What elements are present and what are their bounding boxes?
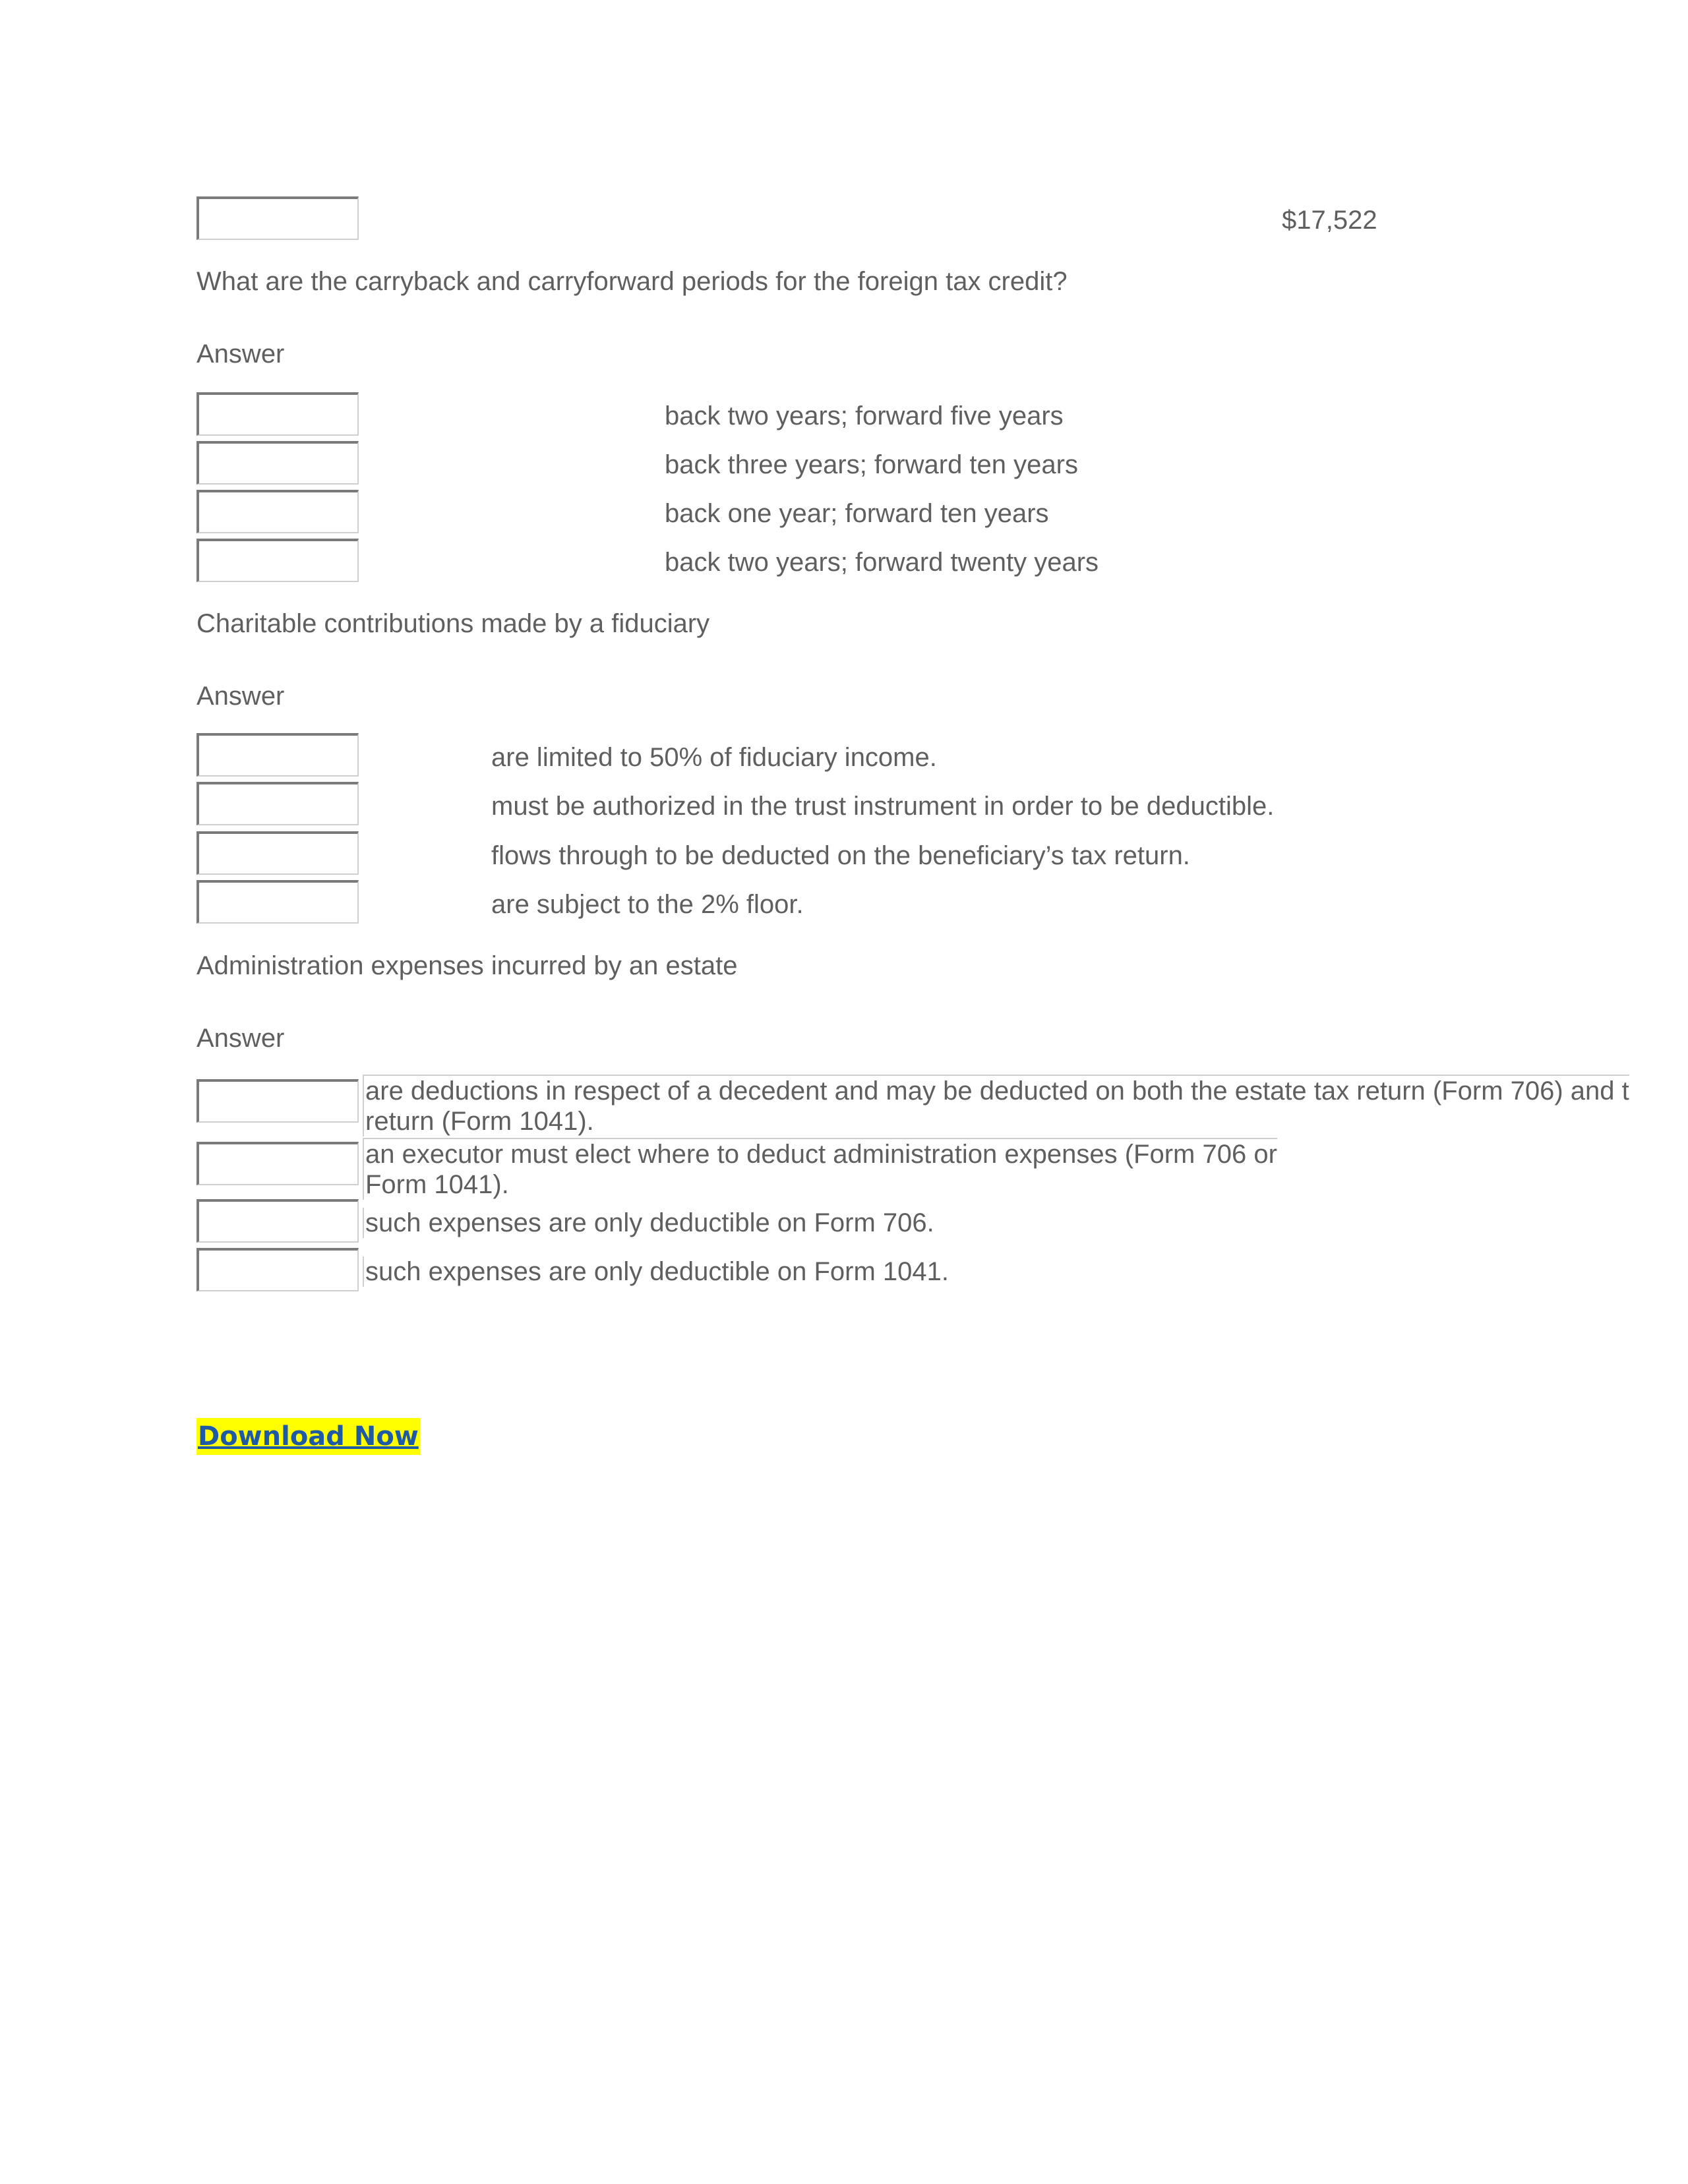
answer-option: back two years; forward five years xyxy=(665,401,1064,430)
answer-box[interactable] xyxy=(196,539,359,582)
answer-label: Answer xyxy=(196,1024,285,1053)
answer-box[interactable] xyxy=(196,441,359,485)
answer-box[interactable] xyxy=(196,392,359,436)
answer-box[interactable] xyxy=(196,1199,359,1243)
answer-box[interactable] xyxy=(196,490,359,533)
answer-box[interactable] xyxy=(196,1142,359,1185)
answer-box[interactable] xyxy=(196,733,359,777)
answer-option: such expenses are only deductible on Form 1041. xyxy=(363,1256,949,1287)
answer-option: back two years; forward twenty years xyxy=(665,548,1099,577)
question-prompt: Administration expenses incurred by an estate xyxy=(196,951,738,980)
answer-option: back three years; forward ten years xyxy=(665,450,1078,479)
answer-option: back one year; forward ten years xyxy=(665,499,1049,528)
answer-option: are limited to 50% of fiduciary income. xyxy=(491,743,937,772)
answer-label: Answer xyxy=(196,339,285,369)
answer-box[interactable] xyxy=(196,831,359,875)
answer-label: Answer xyxy=(196,682,285,711)
answer-box[interactable] xyxy=(196,1079,359,1123)
answer-box[interactable] xyxy=(196,1248,359,1291)
answer-box[interactable] xyxy=(196,196,359,240)
answer-option-line: return (Form 1041). xyxy=(365,1107,594,1136)
answer-option: flows through to be deducted on the beneficiary’s tax return. xyxy=(491,841,1190,870)
answer-option: are subject to the 2% floor. xyxy=(491,890,804,919)
download-now-link[interactable]: Download Now xyxy=(196,1418,420,1455)
question-prompt: What are the carryback and carryforward periods for the foreign tax credit? xyxy=(196,267,1068,296)
answer-option-line: are deductions in respect of a decedent and may be deducted on both the estate tax return (Form 706) and t xyxy=(365,1077,1629,1106)
answer-box[interactable] xyxy=(196,880,359,924)
answer-option xyxy=(363,1075,1629,1136)
answer-option: such expenses are only deductible on Form 706. xyxy=(363,1208,934,1238)
answer-box[interactable] xyxy=(196,782,359,825)
answer-option: must be authorized in the trust instrument in order to be deductible. xyxy=(491,792,1275,821)
question-prompt: Charitable contributions made by a fiduciary xyxy=(196,609,710,638)
amount-value: $17,522 xyxy=(1282,206,1377,235)
answer-option-line: Form 1041). xyxy=(365,1170,509,1199)
answer-option xyxy=(363,1138,1277,1200)
answer-option-line: an executor must elect where to deduct administration expenses (Form 706 or xyxy=(365,1140,1277,1169)
